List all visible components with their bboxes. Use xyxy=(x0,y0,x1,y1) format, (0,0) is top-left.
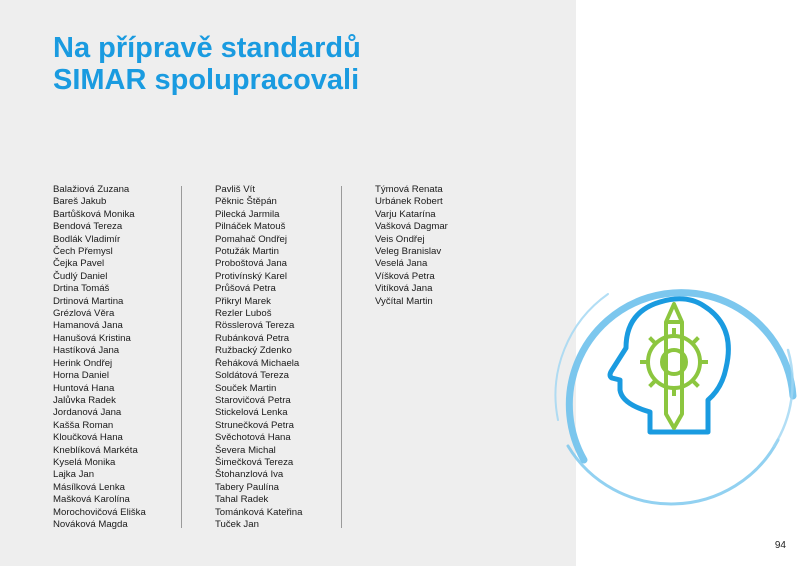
contributor-name: Tabery Paulína xyxy=(215,481,279,493)
contributor-name: Čudlý Daniel xyxy=(53,270,108,282)
contributor-name: Přikryl Marek xyxy=(215,295,271,307)
contributor-name: Bendová Tereza xyxy=(53,221,123,233)
brush-circle xyxy=(556,293,793,504)
contributor-name: Tahal Radek xyxy=(215,494,269,506)
gear-icon xyxy=(642,330,706,394)
contributor-name: Rezler Luboš xyxy=(215,308,272,320)
contributor-name: Tuček Jan xyxy=(215,518,259,530)
contributor-name: Vyčítal Martin xyxy=(375,295,433,307)
page-title-line-1: Na přípravě standardů xyxy=(53,32,361,64)
contributor-name: Týmová Renata xyxy=(375,184,443,195)
contributor-name: Balažiová Zuzana xyxy=(53,184,130,195)
contributor-name: Čech Přemysl xyxy=(53,246,113,258)
contributor-name: Strunečková Petra xyxy=(215,419,294,431)
contributor-name: Drtinová Martina xyxy=(53,295,124,307)
contributor-name: Hamanová Jana xyxy=(53,320,123,332)
contributor-name: Šimečková Tereza xyxy=(215,456,294,468)
pencil-icon xyxy=(666,304,682,428)
contributor-name: Jordanová Jana xyxy=(53,407,122,419)
contributors-column-3 xyxy=(375,184,448,308)
contributor-name: Starovičová Petra xyxy=(215,394,291,406)
contributor-name: Kneblíková Markéta xyxy=(53,444,138,456)
contributors-column-1 xyxy=(53,184,146,531)
contributor-name: Průšová Petra xyxy=(215,283,276,295)
contributor-name: Jalůvka Radek xyxy=(53,394,116,406)
contributor-name: Másílková Lenka xyxy=(53,481,125,493)
contributor-name: Souček Martin xyxy=(215,382,277,394)
contributor-name: Bareš Jakub xyxy=(53,196,107,208)
contributor-name: Pilnáček Matouš xyxy=(215,221,286,233)
column-divider xyxy=(341,186,342,528)
contributor-name: Vitíková Jana xyxy=(375,283,433,295)
contributor-name: Mašková Karolína xyxy=(53,494,130,506)
contributor-name: Huntová Hana xyxy=(53,382,115,394)
contributor-name: Veselá Jana xyxy=(375,258,428,270)
contributor-name: Soldátová Tereza xyxy=(215,370,289,382)
contributor-name: Hanušová Kristina xyxy=(53,332,131,344)
contributor-name: Proboštová Jana xyxy=(215,258,287,270)
contributor-name: Víšková Petra xyxy=(375,270,435,282)
contributor-name: Bodlák Vladimír xyxy=(53,233,121,245)
contributor-name: Tománková Kateřina xyxy=(215,506,303,518)
contributor-name: Drtina Tomáš xyxy=(53,283,110,295)
contributor-name: Potužák Martin xyxy=(215,246,279,258)
contributor-name: Hastíková Jana xyxy=(53,345,120,357)
contributor-name: Protivínský Karel xyxy=(215,270,287,282)
contributor-name: Pomahač Ondřej xyxy=(215,233,287,245)
contributor-name: Urbánek Robert xyxy=(375,196,443,208)
contributor-name: Stickelová Lenka xyxy=(215,407,288,419)
contributor-name: Kašša Roman xyxy=(53,419,114,431)
contributor-name: Vašková Dagmar xyxy=(375,221,448,233)
contributor-name: Čejka Pavel xyxy=(53,258,105,270)
contributor-name: Svěchotová Hana xyxy=(215,432,291,444)
contributor-name: Pavliš Vít xyxy=(215,184,255,195)
contributor-name: Pěknic Štěpán xyxy=(215,196,277,208)
page-number: 94 xyxy=(774,540,786,551)
contributor-name: Horna Daniel xyxy=(53,370,109,382)
page-title-line-2: SIMAR spolupracovali xyxy=(53,64,360,96)
contributor-name: Lajka Jan xyxy=(53,469,95,481)
contributor-name: Ružbacký Zdenko xyxy=(215,345,292,357)
contributor-name: Veis Ondřej xyxy=(375,233,425,245)
contributor-name: Ševera Michal xyxy=(215,444,276,456)
page-title xyxy=(53,32,361,96)
contributor-name: Rösslerová Tereza xyxy=(215,320,295,332)
contributor-name: Štohanzlová Iva xyxy=(215,469,284,481)
contributor-name: Pilecká Jarmila xyxy=(215,208,280,220)
contributor-name: Grézlová Věra xyxy=(53,308,115,320)
contributor-name: Nováková Magda xyxy=(53,518,128,530)
contributor-name: Kyselá Monika xyxy=(53,456,116,468)
contributor-name: Varju Katarína xyxy=(375,208,436,220)
contributor-name: Herink Ondřej xyxy=(53,357,113,369)
contributors-column-2 xyxy=(215,184,302,531)
contributor-name: Veleg Branislav xyxy=(375,246,442,258)
column-divider xyxy=(181,186,182,528)
contributor-name: Rubánková Petra xyxy=(215,332,290,344)
contributor-name: Bartůšková Monika xyxy=(53,208,135,220)
contributor-name: Kloučková Hana xyxy=(53,432,123,444)
contributor-name: Řeháková Michaela xyxy=(215,357,300,369)
head-gear-pencil-icon xyxy=(538,250,800,520)
contributor-name: Morochovičová Eliška xyxy=(53,506,146,518)
